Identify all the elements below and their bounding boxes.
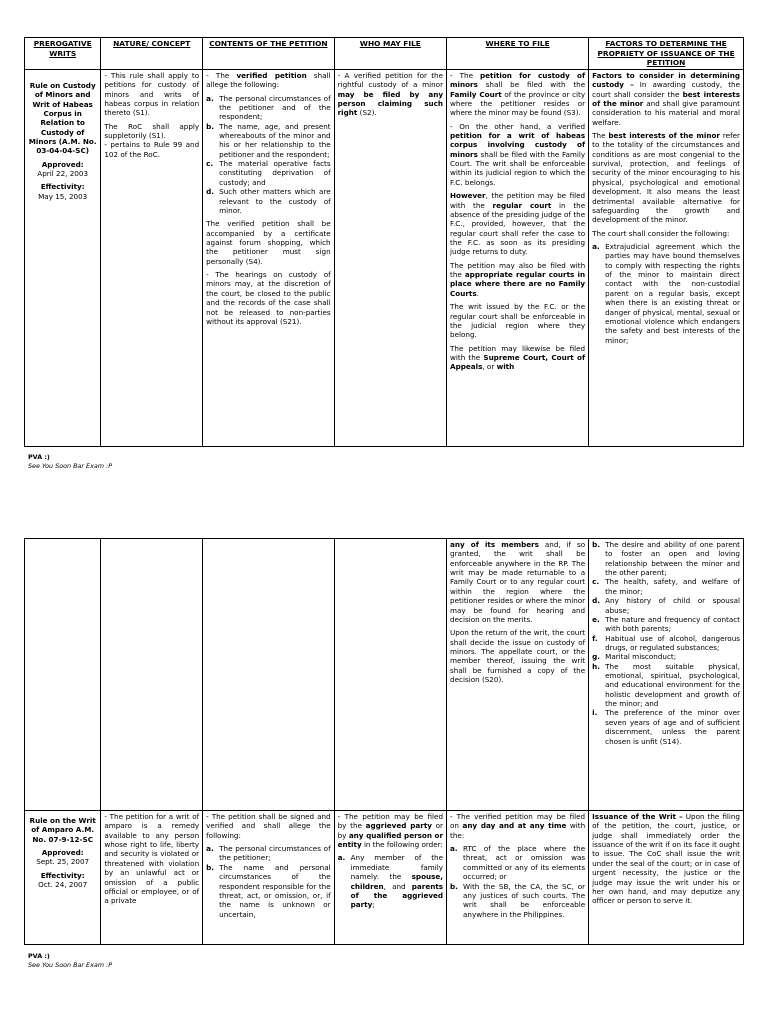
where-text: - On the other hand, a verified: [450, 121, 586, 131]
where-text: .: [476, 288, 479, 298]
where-text: shall be filed with the: [485, 80, 586, 90]
list-item: [206, 844, 330, 863]
effectivity-date: Oct. 24, 2007: [38, 880, 88, 890]
where-text: The petition may also be filed with the: [450, 260, 586, 280]
factors-text: In awarding custody, the court shall consider the: [592, 80, 740, 99]
factors-cell: [589, 539, 744, 811]
factors-text: The court shall consider the following:: [592, 228, 730, 238]
where-to-file-cell: [447, 811, 589, 945]
who-may-file-cell: [334, 811, 446, 945]
nature-text: - pertains to Rule 99 and 102 of the RoC.: [104, 140, 200, 159]
where-text: with the:: [450, 821, 586, 840]
header-nature-concept: NATURE/ CONCEPT: [101, 38, 203, 70]
factors-list: [592, 242, 740, 345]
list-text: With the SB, the CA, the SC, or any justices of such courts. The writ shall be enforceable anywhere in the Philippines.: [463, 881, 586, 919]
empty-cell: [25, 539, 101, 811]
list-item: [592, 540, 740, 577]
list-item: [592, 242, 740, 345]
contents-text: verified petition: [236, 70, 307, 80]
list-text: The personal circumstances of the petitioner;: [219, 844, 331, 863]
factors-text: best interests of the minor: [592, 89, 740, 108]
nature-text: - This rule shall apply to petitions for custody of minors and writs of habeas corpus in relation thereto (S1).: [104, 70, 200, 118]
factors-text: The: [592, 131, 606, 141]
who-text: , and: [383, 881, 406, 891]
footer-initials: PVA :): [28, 453, 50, 461]
who-text: - A verified petition for the rightful custody of a minor: [337, 70, 444, 90]
list-letter: c.: [206, 159, 214, 169]
where-text: The petition may likewise be filed with the: [450, 343, 586, 362]
table-row: [25, 69, 744, 446]
list-item: [450, 844, 585, 881]
who-text: parents of the aggrieved party: [350, 881, 444, 910]
header-row: [25, 38, 744, 70]
where-text: with: [496, 362, 515, 372]
contents-text: - The petition shall be signed and verified and shall allege the following:: [206, 812, 331, 840]
factors-text: best interests of the minor: [608, 131, 720, 141]
where-text: However: [450, 191, 486, 201]
header-prerogative-writs: PREROGATIVE WRITS: [25, 38, 101, 70]
list-letter: e.: [592, 614, 600, 624]
list-text: Such other matters which are relevant to the custody of minor.: [219, 187, 331, 215]
list-item: [450, 882, 585, 919]
empty-cell: [101, 539, 203, 811]
factors-list: [592, 540, 740, 746]
where-text: petition for custody of minors: [450, 70, 586, 90]
writ-name-cell: [25, 69, 101, 446]
approved-date: April 22, 2003: [37, 169, 89, 179]
list-text: Extrajudicial agreement which the parties may have bound themselves to comply with respecting the rights of the minor to maintain direct contact with the non-custodial parent on a regular basis, except when there is an existing threat or danger of physical, mental, sexual or emotional violence which endangers the safety and best interests of the minor;: [605, 241, 740, 345]
list-item: [592, 662, 740, 709]
list-letter: c.: [592, 577, 600, 587]
where-text: appropriate regular courts in place where there are no Family Courts: [450, 270, 586, 298]
list-item: [592, 615, 740, 634]
list-text: [351, 853, 443, 909]
list-letter: h.: [592, 661, 600, 671]
writ-title: Rule on the Writ of Amparo A.M. No. 07-9-12-SC: [29, 816, 96, 844]
factors-text: Factors to consider in determining custody –: [592, 70, 740, 90]
where-text: - The verified petition may be filed on: [450, 812, 586, 831]
list-letter: f.: [592, 633, 598, 643]
list-letter: b.: [450, 881, 458, 891]
approved-label: Approved:: [41, 848, 84, 858]
where-text: - The: [450, 70, 474, 80]
who-list: [338, 853, 443, 909]
who-text: ;: [372, 900, 375, 910]
where-to-file-cell: [447, 69, 589, 446]
list-item: [592, 708, 740, 745]
nature-cell: [101, 69, 203, 446]
page-footer: [28, 453, 112, 470]
footer-sign: See You Soon Bar Exam :P: [28, 461, 113, 470]
list-item: [206, 94, 330, 122]
list-item: [338, 853, 443, 909]
where-text: , the petition may be filed with the: [450, 191, 586, 210]
list-item: [592, 652, 740, 661]
factors-text: Upon the filing of the petition, the court, justice, or judge shall immediately order the issuance of the writ if on its face it ought to issue. The CoC shall issue the writ under the seal of the court; or in case of urgent necessity, the justice or the judge may issue the writ under his or her own hand, and may deputize any officer or person to serve it.: [592, 812, 740, 906]
list-letter: d.: [592, 596, 601, 606]
table-row: [25, 811, 744, 945]
approved-label: Approved:: [41, 159, 84, 169]
where-text: The writ issued by the F.C. or the regular court shall be enforceable in the judicial region where they belong.: [450, 302, 586, 340]
factors-cell: [589, 69, 744, 446]
writ-title: Rule on Custody of Minors and Writ of Habeas Corpus in Relation to Custody of Minors (A.M. No. 03-04-04-SC): [28, 80, 97, 156]
list-letter: a.: [450, 844, 458, 854]
effectivity-label: Effectivity:: [40, 182, 85, 192]
list-letter: b.: [206, 121, 215, 131]
who-text: may be filed by any person claiming such right: [337, 89, 444, 118]
list-item: [206, 863, 330, 919]
who-text: (S2).: [359, 108, 377, 118]
list-letter: a.: [337, 853, 346, 863]
where-text: any day and at any time: [462, 821, 567, 831]
where-text: regular court: [492, 200, 552, 210]
contents-cell: [203, 69, 334, 446]
who-text: aggrieved party: [365, 821, 432, 831]
list-text: Any history of child or spousal abuse;: [605, 596, 740, 615]
list-text: The preference of the minor over seven years of age and of sufficient discernment, unless the parent chosen is unfit (S14).: [605, 708, 740, 746]
list-letter: a.: [592, 241, 600, 251]
list-text: The material operative facts constituting deprivation of custody; and: [219, 159, 331, 187]
where-text: shall be filed with the Family Court. The writ shall be enforceable within its judicial region to which the F.C. belongs.: [450, 149, 586, 187]
who-text: Any member of the immediate family namely: the: [350, 853, 444, 882]
contents-text: - The: [206, 70, 230, 80]
list-letter: d.: [206, 187, 215, 197]
contents-list: [206, 844, 330, 919]
where-text: petition for a writ of habeas corpus involving custody of minors: [450, 131, 586, 159]
nature-text: - The petition for a writ of amparo is a remedy available to any person whose right to life, liberty and security is violated or threatened with violation by an unlawful act or omission of a public official or employee, or of a private: [104, 812, 200, 906]
where-text: any of its members: [450, 540, 539, 549]
where-text: Family Court: [450, 89, 502, 99]
factors-text: refer to the totality of the circumstances and conditions as are most congenial to the survival, protection, and feelings of security of the minor encouraging to his physical, psychological and emotional development. It also means the least detrimental available alternative for safeguarding the growth and development of the minor.: [592, 131, 740, 225]
where-text: and, if so granted, the writ shall be enforceable anywhere in the RP. The writ may be made returnable to a Family Court or to any regular court within the region where the petitioner resides or where the minor may be found for hearing and decision on the merits.: [450, 540, 586, 624]
who-may-file-cell: [334, 69, 446, 446]
where-text: of the province or city where the petitioner resides or where the minor may be found (S3).: [450, 89, 586, 118]
list-text: The most suitable physical, emotional, spiritual, psychological, and educational environment for the holistic development and growth of the minor; and: [605, 661, 740, 709]
list-text: The nature and frequency of contact with both parents;: [605, 614, 740, 634]
factors-cell: [589, 811, 744, 945]
list-letter: i.: [592, 708, 598, 718]
list-text: The health, safety, and welfare of the minor;: [605, 577, 740, 596]
empty-cell: [203, 539, 334, 811]
writs-table-page-1: [24, 37, 744, 447]
who-text: in the following order:: [363, 840, 443, 850]
empty-cell: [334, 539, 446, 811]
list-text: Habitual use of alcohol, dangerous drugs, or regulated substances;: [605, 633, 740, 652]
nature-text: The RoC shall apply suppletorily (S1).: [104, 121, 200, 141]
list-item: [206, 187, 330, 215]
list-text: Marital misconduct;: [605, 652, 677, 662]
writs-table-page-2: [24, 538, 744, 945]
list-letter: b.: [206, 862, 215, 872]
where-text: , or: [482, 362, 495, 372]
writ-name-cell: [25, 811, 101, 945]
list-item: [592, 634, 740, 653]
who-text: - The petition may be filed by the: [337, 812, 444, 831]
contents-text: The verified petition shall be accompanied by a certificate against forum shopping, which the petitioner must sign personally (S4).: [206, 219, 331, 266]
list-letter: g.: [592, 652, 601, 662]
contents-text: - The hearings on custody of minors may, at the discretion of the court, be closed to the public and the records of the case shall not be released to non-parties without its approval (S21).: [206, 270, 331, 326]
where-text: in the absence of the presiding judge of the F.C., provided, however, that the regular court shall refer the case to the F.C. as soon as its presiding judge returns to duty.: [450, 200, 586, 257]
list-item: [206, 159, 330, 187]
list-item: [592, 596, 740, 615]
where-to-file-cell: [447, 539, 589, 811]
list-text: The name, age, and present whereabouts of the minor and his or her relationship to the petitioner and the respondent;: [219, 121, 331, 159]
list-item: [592, 577, 740, 596]
header-who-may-file: WHO MAY FILE: [334, 38, 446, 70]
list-text: The desire and ability of one parent to foster an open and loving relationship between the minor and the other parent;: [605, 540, 740, 578]
contents-list: [206, 94, 330, 216]
who-text: spouse, children: [350, 872, 444, 891]
list-text: The name and personal circumstances of the respondent responsible for the threat, act, or omission, or, if the name is unknown or uncertain,: [219, 862, 331, 919]
contents-text: shall allege the following:: [206, 70, 331, 90]
list-text: RTC of the place where the threat, act or omission was committed or any of its elements occurred; or: [463, 844, 586, 882]
nature-cell: [101, 811, 203, 945]
page-footer: [28, 952, 112, 969]
who-text: any qualified person or entity: [337, 830, 444, 850]
factors-text: and shall give paramount consideration to his material and moral welfare.: [592, 98, 740, 127]
where-text: Supreme Court, Court of Appeals: [450, 352, 586, 372]
who-text: or by: [337, 821, 444, 840]
list-text: The personal circumstances of the petitioner and of the respondent;: [219, 93, 331, 122]
list-letter: a.: [206, 93, 214, 103]
effectivity-label: Effectivity:: [40, 870, 85, 880]
contents-cell: [203, 811, 334, 945]
list-letter: a.: [206, 844, 214, 854]
table-row: [25, 539, 744, 811]
approved-date: Sept. 25, 2007: [36, 857, 90, 867]
footer-sign: See You Soon Bar Exam :P: [28, 960, 113, 969]
effectivity-date: May 15, 2003: [38, 191, 88, 201]
list-letter: b.: [592, 540, 601, 549]
header-factors: FACTORS TO DETERMINE THE PROPRIETY OF ISSUANCE OF THE PETITION: [589, 38, 744, 70]
footer-initials: PVA :): [28, 952, 50, 960]
header-contents: CONTENTS OF THE PETITION: [203, 38, 334, 70]
list-item: [206, 122, 330, 159]
factors-text: Issuance of the Writ –: [592, 812, 683, 821]
header-where-to-file: WHERE TO FILE: [447, 38, 589, 70]
where-text: Upon the return of the writ, the court shall decide the issue on custody of minors. The appellate court, or the member thereof, issuing the writ shall be furnished a copy of the decision (S20).: [450, 628, 586, 685]
where-list: [450, 844, 585, 919]
